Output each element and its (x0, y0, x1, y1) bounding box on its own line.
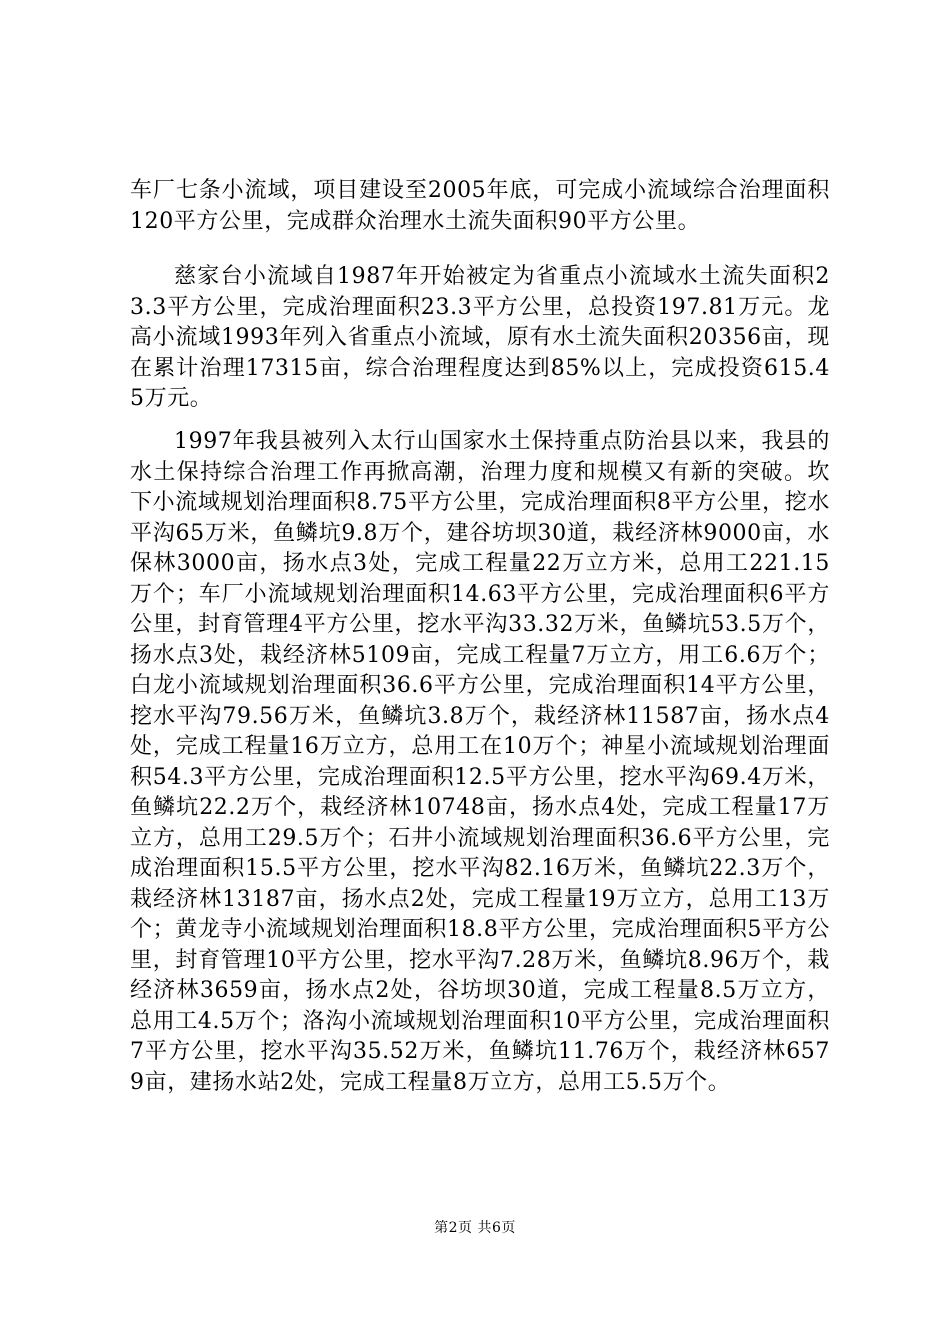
page-footer: 第2页 共6页 (434, 1220, 516, 1236)
paragraph-1997-block (130, 427, 830, 1098)
paragraph-cijiatai: 慈家台小流域自1987年开始被定为省重点小流域水土流失面积23.3平方公里，完成治理面积23.3平方公里，总投资197.81万元。龙高小流域1993年列入省重点小流域，原有水土流失面积20356亩，现在累计治理17315亩，综合治理程度达到85%以上，完成投资615.45万元。 (130, 264, 830, 411)
paragraph-continuation: 车厂七条小流域，项目建设至2005年底，可完成小流域综合治理面积120平方公里，完成群众治理水土流失面积90平方公里。 (130, 178, 830, 234)
paragraph-continuation-block (130, 176, 830, 237)
paragraph-cijiatai-block (130, 262, 830, 415)
paragraph-1997: 1997年我县被列入太行山国家水土保持重点防治县以来，我县的水土保持综合治理工作再掀高潮，治理力度和规模又有新的突破。坎下小流域规划治理面积8.75平方公里，完成治理面积8平方公里，挖水平沟65万米，鱼鳞坑9.8万个，建谷坊坝30道，栽经济林9000亩，水保林3000亩，扬水点3处，完成工程量22万立方米，总用工221.15万个；车厂小流域规划治理面积14.63平方公里，完成治理面积6平方公里，封育管理4平方公里，挖水平沟33.32万米，鱼鳞坑53.5万个，扬水点3处，栽经济林5109亩，完成工程量7万立方，用工6.6万个；白龙小流域规划治理面积36.6平方公里，完成治理面积14平方公里，挖水平沟79.56万米，鱼鳞坑3.8万个，栽经济林11587亩，扬水点4处，完成工程量16万立方，总用工在10万个；神星小流域规划治理面积54.3平方公里，完成治理面积12.5平方公里，挖水平沟69.4万米，鱼鳞坑22.2万个，栽经济林10748亩，扬水点4处，完成工程量17万立方，总用工29.5万个；石井小流域规划治理面积36.6平方公里，完成治理面积15.5平方公里，挖水平沟82.16万米，鱼鳞坑22.3万个，栽经济林13187亩，扬水点2处，完成工程量19万立方，总用工13万个；黄龙寺小流域规划治理面积18.8平方公里，完成治理面积5平方公里，封育管理10平方公里，挖水平沟7.28万米，鱼鳞坑8.96万个，栽经济林3659亩，扬水点2处，谷坊坝30道，完成工程量8.5万立方，总用工4.5万个；洛沟小流域规划治理面积10平方公里，完成治理面积7平方公里，挖水平沟35.52万米，鱼鳞坑11.76万个，栽经济林6579亩，建扬水站2处，完成工程量8万立方，总用工5.5万个。 (130, 429, 830, 1095)
